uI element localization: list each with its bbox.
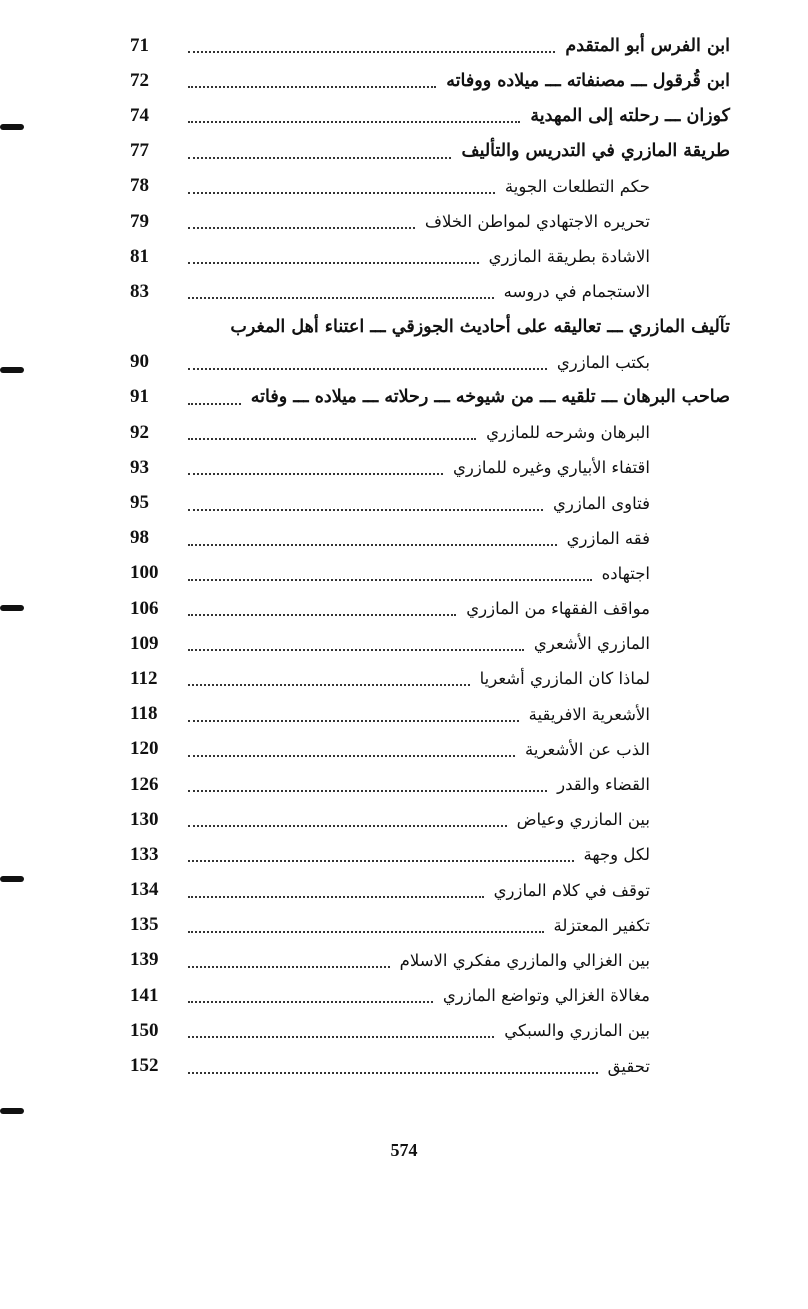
toc-subentry bbox=[130, 732, 730, 767]
toc-entry-page: 126 bbox=[130, 773, 159, 795]
dot-leader bbox=[188, 648, 524, 651]
toc-entry-page: 78 bbox=[130, 175, 149, 197]
toc-entry-title: لكل وجهة bbox=[583, 845, 650, 865]
toc-entry-title: الاستجمام في دروسه bbox=[503, 282, 650, 302]
toc-entry-title: مواقف الفقهاء من المازري bbox=[466, 599, 650, 619]
dot-leader bbox=[188, 508, 543, 511]
toc-subentry bbox=[130, 274, 730, 309]
toc-entry-title: فقه المازري bbox=[566, 528, 650, 548]
toc-subentry bbox=[130, 978, 730, 1013]
dot-leader bbox=[188, 437, 476, 440]
toc-subentry bbox=[130, 943, 730, 978]
toc-subentry bbox=[130, 450, 730, 485]
dot-leader bbox=[188, 261, 479, 264]
toc-subentry bbox=[130, 169, 730, 204]
toc-entry-title: اقتفاء الأبياري وغيره للمازري bbox=[452, 458, 650, 478]
toc-entry-title: بين الغزالي والمازري مفكري الاسلام bbox=[399, 950, 650, 970]
toc-entry-title: الاشادة بطريقة المازري bbox=[488, 247, 650, 267]
toc-entry-title: الأشعرية الافريقية bbox=[528, 704, 650, 724]
toc-entry-title: بين المازري والسبكي bbox=[504, 1021, 650, 1041]
toc-subentry bbox=[130, 485, 730, 520]
dot-leader bbox=[188, 895, 484, 898]
toc-entry-page: 92 bbox=[130, 421, 149, 443]
toc-entry-title: ابن قُرقول ـــ مصنفاته ـــ ميلاده ووفاته bbox=[446, 70, 730, 91]
toc-entry-page: 83 bbox=[130, 280, 149, 302]
toc-subentry bbox=[130, 239, 730, 274]
toc-entry-page: 118 bbox=[130, 703, 158, 725]
toc-entry-title: اجتهاده bbox=[601, 563, 650, 583]
dot-leader bbox=[188, 543, 557, 546]
toc-entry-title: طريقة المازري في التدريس والتأليف bbox=[461, 141, 730, 162]
toc-entry-title: تآليف المازري ـــ تعاليقه على أحاديث الجوزقي ـــ اعتناء أهل المغرب bbox=[230, 317, 730, 338]
dot-leader bbox=[188, 402, 241, 405]
dot-leader bbox=[188, 789, 547, 792]
scan-artifact-mark bbox=[0, 605, 24, 611]
toc-subentry bbox=[130, 873, 730, 908]
dot-leader bbox=[188, 472, 443, 475]
toc-entry-page: 112 bbox=[130, 667, 158, 689]
scan-artifact-mark bbox=[0, 1108, 24, 1114]
dot-leader bbox=[188, 226, 415, 229]
page-number: 574 bbox=[390, 1140, 418, 1160]
toc-entry-page: 93 bbox=[130, 456, 149, 478]
dot-leader bbox=[188, 965, 390, 968]
toc-entry-title: لماذا كان المازري أشعريا bbox=[479, 669, 650, 689]
toc-subentry bbox=[130, 1013, 730, 1048]
dot-leader bbox=[188, 613, 456, 616]
scan-artifact-mark bbox=[0, 367, 24, 373]
toc-entry-title: مغالاة الغزالي وتواضع المازري bbox=[442, 986, 650, 1006]
toc-entry-page: 150 bbox=[130, 1019, 159, 1041]
toc-entry-page: 106 bbox=[130, 597, 159, 619]
toc-entry-title: صاحب البرهان ـــ تلقيه ـــ من شيوخه ـــ رحلاته ـــ ميلاده ـــ وفاته bbox=[250, 387, 730, 408]
toc-entry-page: 98 bbox=[130, 527, 149, 549]
dot-leader bbox=[188, 859, 574, 862]
toc-subentry bbox=[130, 591, 730, 626]
toc-entry-page: 71 bbox=[130, 34, 149, 56]
table-of-contents bbox=[130, 28, 730, 1084]
scan-artifact-mark bbox=[0, 124, 24, 130]
toc-entry bbox=[130, 63, 730, 98]
dot-leader bbox=[188, 296, 494, 299]
toc-entry-page: 120 bbox=[130, 738, 159, 760]
toc-entry bbox=[130, 134, 730, 169]
scan-artifact-mark bbox=[0, 876, 24, 882]
toc-subentry bbox=[130, 802, 730, 837]
toc-subentry bbox=[130, 415, 730, 450]
toc-entry-title: ابن الفرس أبو المتقدم bbox=[565, 35, 730, 56]
dot-leader bbox=[188, 156, 451, 159]
dot-leader bbox=[188, 683, 470, 686]
dot-leader bbox=[188, 824, 507, 827]
toc-entry-page: 77 bbox=[130, 140, 149, 162]
toc-entry-page: 91 bbox=[130, 386, 149, 408]
toc-subentry bbox=[130, 626, 730, 661]
dot-leader bbox=[188, 367, 547, 370]
toc-entry-continuation bbox=[130, 345, 730, 380]
toc-entry-multiline bbox=[130, 310, 730, 345]
toc-subentry bbox=[130, 837, 730, 872]
dot-leader bbox=[188, 719, 519, 722]
toc-entry-title: تحقيق bbox=[607, 1056, 650, 1076]
dot-leader bbox=[188, 50, 555, 53]
toc-entry-page: 72 bbox=[130, 69, 149, 91]
toc-entry-title: حكم التطلعات الجوية bbox=[504, 176, 650, 196]
toc-entry-title: تحريره الاجتهادي لمواطن الخلاف bbox=[424, 212, 650, 232]
toc-entry-page: 100 bbox=[130, 562, 159, 584]
dot-leader bbox=[188, 1000, 433, 1003]
toc-entry bbox=[130, 380, 730, 415]
toc-entry-page: 130 bbox=[130, 808, 159, 830]
toc-entry-page: 134 bbox=[130, 879, 159, 901]
toc-entry-title: تكفير المعتزلة bbox=[553, 915, 650, 935]
toc-subentry bbox=[130, 556, 730, 591]
toc-entry-title: كوزان ـــ رحلته إلى المهدية bbox=[530, 105, 730, 126]
toc-subentry bbox=[130, 1048, 730, 1083]
toc-entry-page: 139 bbox=[130, 949, 159, 971]
toc-entry-title: المازري الأشعري bbox=[533, 634, 650, 654]
toc-entry-page: 109 bbox=[130, 632, 159, 654]
dot-leader bbox=[188, 85, 436, 88]
toc-entry-title: الذب عن الأشعرية bbox=[524, 739, 650, 759]
toc-entry-page: 152 bbox=[130, 1055, 159, 1077]
toc-subentry bbox=[130, 521, 730, 556]
toc-entry bbox=[130, 28, 730, 63]
toc-entry-title: بكتب المازري bbox=[556, 352, 650, 372]
dot-leader bbox=[188, 754, 515, 757]
toc-entry-page: 135 bbox=[130, 914, 159, 936]
toc-entry-title: البرهان وشرحه للمازري bbox=[486, 423, 650, 443]
toc-entry-page: 133 bbox=[130, 843, 159, 865]
toc-entry-title: توقف في كلام المازري bbox=[493, 880, 650, 900]
toc-entry-page: 74 bbox=[130, 104, 149, 126]
toc-entry-page: 81 bbox=[130, 245, 149, 267]
toc-entry bbox=[130, 98, 730, 133]
toc-entry-page: 90 bbox=[130, 351, 149, 373]
dot-leader bbox=[188, 1071, 598, 1074]
toc-subentry bbox=[130, 661, 730, 696]
dot-leader bbox=[188, 578, 592, 581]
toc-subentry bbox=[130, 908, 730, 943]
toc-subentry bbox=[130, 767, 730, 802]
toc-subentry bbox=[130, 697, 730, 732]
toc-entry-page: 141 bbox=[130, 984, 159, 1006]
dot-leader bbox=[188, 120, 520, 123]
dot-leader bbox=[188, 930, 544, 933]
toc-entry-title: بين المازري وعياض bbox=[516, 810, 650, 830]
dot-leader bbox=[188, 191, 495, 194]
toc-entry-page: 79 bbox=[130, 210, 149, 232]
toc-subentry bbox=[130, 204, 730, 239]
toc-entry-page: 95 bbox=[130, 492, 149, 514]
dot-leader bbox=[188, 1035, 494, 1038]
toc-entry-title: فتاوى المازري bbox=[552, 493, 650, 513]
toc-entry-title: القضاء والقدر bbox=[557, 775, 650, 795]
